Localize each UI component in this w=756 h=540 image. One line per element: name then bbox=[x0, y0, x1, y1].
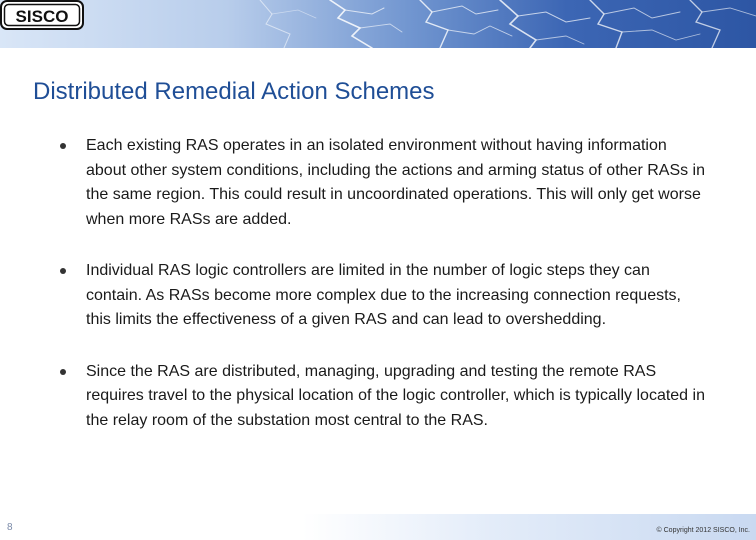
slide-title: Distributed Remedial Action Schemes bbox=[33, 78, 435, 105]
bullet-dot-icon bbox=[60, 143, 66, 149]
header-banner bbox=[0, 0, 756, 48]
lightning-background-graphic bbox=[0, 0, 756, 48]
sisco-logo bbox=[0, 0, 84, 30]
bullet-text: Since the RAS are distributed, managing, upgrading and testing the remote RAS requires travel to the physical location of the logic controller, which is typically located in the relay room of the substation most central to the RAS. bbox=[86, 362, 705, 429]
bullet-text: Individual RAS logic controllers are limited in the number of logic steps they can contain. As RASs become more complex due to the increasing connection requests, this limits the effectiveness of a given RAS and can lead to overshedding. bbox=[86, 262, 681, 328]
bullet-item bbox=[60, 360, 710, 434]
bullet-dot-icon bbox=[60, 268, 66, 274]
bullet-list bbox=[60, 134, 710, 460]
bullet-dot-icon bbox=[60, 369, 66, 375]
page-number: 8 bbox=[7, 522, 13, 533]
bullet-item bbox=[60, 134, 710, 232]
footer-bar bbox=[0, 514, 756, 540]
bullet-text: Each existing RAS operates in an isolated environment without having information about other system conditions, including the actions and arming status of other RASs in the same region. This could result in uncoordinated operations. This will only get worse when more RASs are added. bbox=[86, 137, 706, 228]
copyright-notice: © Copyright 2012 SISCO, Inc. bbox=[656, 527, 750, 534]
bullet-item bbox=[60, 259, 710, 333]
svg-text:SISCO: SISCO bbox=[15, 7, 69, 26]
